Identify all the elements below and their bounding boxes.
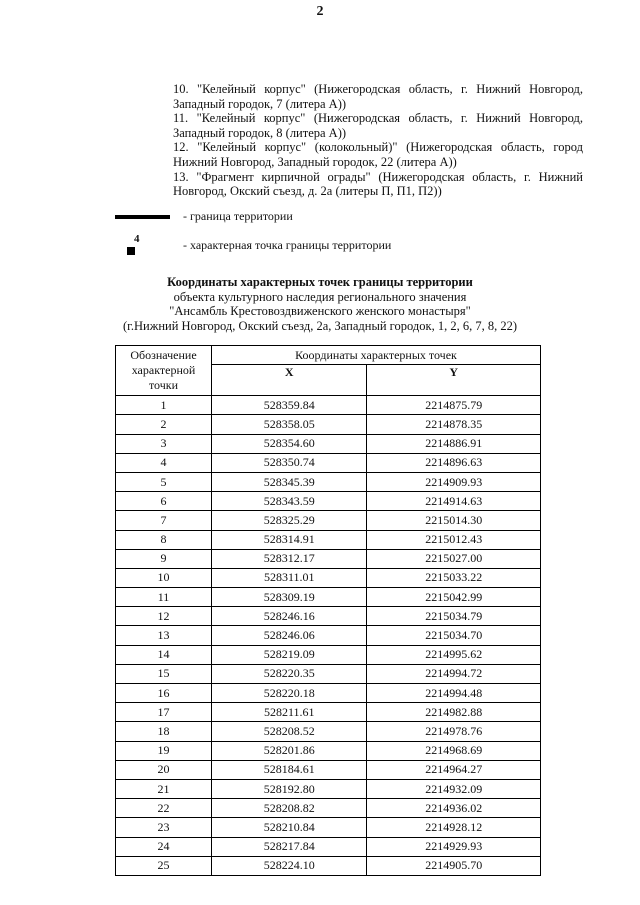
- table-row: [116, 453, 541, 472]
- table-row: [116, 549, 541, 568]
- table-title: [0, 275, 640, 333]
- cell-y: 2214909.93: [367, 472, 541, 491]
- table-row: [116, 588, 541, 607]
- title-line: (г.Нижний Новгород, Окский съезд, 2а, Западный городок, 1, 2, 6, 7, 8, 22): [123, 318, 517, 333]
- cell-x: 528217.84: [212, 837, 367, 856]
- boundary-line-icon: [115, 215, 170, 219]
- cell-x: 528246.06: [212, 626, 367, 645]
- cell-x: 528345.39: [212, 472, 367, 491]
- cell-point: 9: [116, 549, 212, 568]
- cell-y: 2214968.69: [367, 741, 541, 760]
- cell-y: 2214994.72: [367, 664, 541, 683]
- cell-x: 528312.17: [212, 549, 367, 568]
- header-x: X: [212, 365, 367, 396]
- cell-point: 1: [116, 396, 212, 415]
- cell-y: 2215012.43: [367, 530, 541, 549]
- table-row: [116, 760, 541, 779]
- cell-point: 14: [116, 645, 212, 664]
- table-row: [116, 530, 541, 549]
- cell-y: 2215042.99: [367, 588, 541, 607]
- cell-point: 22: [116, 799, 212, 818]
- list-item: 13. "Фрагмент кирпичной ограды" (Нижегородская область, г. Нижний Новгород, Окский съезд, д. 2а (литеры П, П1, П2)): [173, 169, 583, 199]
- table-row: [116, 664, 541, 683]
- cell-x: 528208.82: [212, 799, 367, 818]
- cell-point: 13: [116, 626, 212, 645]
- table-row: [116, 837, 541, 856]
- table-row: [116, 434, 541, 453]
- legend-boundary: - граница территории: [183, 209, 293, 223]
- title-line: Координаты характерных точек границы территории: [167, 275, 473, 289]
- table-row: [116, 684, 541, 703]
- table-row: [116, 472, 541, 491]
- cell-point: 19: [116, 741, 212, 760]
- title-line: "Ансамбль Крестовоздвиженского женского монастыря": [169, 304, 471, 318]
- cell-y: 2215033.22: [367, 568, 541, 587]
- cell-x: 528211.61: [212, 703, 367, 722]
- cell-x: 528184.61: [212, 760, 367, 779]
- table-row: [116, 818, 541, 837]
- cell-x: 528246.16: [212, 607, 367, 626]
- cell-x: 528358.05: [212, 415, 367, 434]
- object-list: [173, 82, 583, 199]
- cell-x: 528201.86: [212, 741, 367, 760]
- table-row: [116, 779, 541, 798]
- cell-y: 2214914.63: [367, 492, 541, 511]
- list-item: 12. "Келейный корпус" (колокольный)" (Нижегородская область, город Нижний Новгород, Западный городок, 22 (литера А)): [173, 140, 583, 169]
- cell-x: 528359.84: [212, 396, 367, 415]
- header-y: Y: [367, 365, 541, 396]
- cell-point: 3: [116, 434, 212, 453]
- legend-point: - характерная точка границы территории: [183, 238, 392, 252]
- cell-point: 20: [116, 760, 212, 779]
- cell-x: 528192.80: [212, 779, 367, 798]
- cell-y: 2214978.76: [367, 722, 541, 741]
- cell-y: 2214936.02: [367, 799, 541, 818]
- table-row: [116, 626, 541, 645]
- cell-point: 11: [116, 588, 212, 607]
- cell-y: 2215027.00: [367, 549, 541, 568]
- table-row: [116, 645, 541, 664]
- cell-y: 2214886.91: [367, 434, 541, 453]
- cell-y: 2214928.12: [367, 818, 541, 837]
- cell-x: 528311.01: [212, 568, 367, 587]
- header-coords: Координаты характерных точек: [212, 346, 541, 365]
- table-row: [116, 607, 541, 626]
- cell-y: 2215034.79: [367, 607, 541, 626]
- cell-y: 2215014.30: [367, 511, 541, 530]
- cell-y: 2214932.09: [367, 779, 541, 798]
- table-row: [116, 415, 541, 434]
- cell-point: 21: [116, 779, 212, 798]
- table-row: [116, 396, 541, 415]
- cell-y: 2214896.63: [367, 453, 541, 472]
- list-item: 10. "Келейный корпус" (Нижегородская область, г. Нижний Новгород, Западный городок, 7 (литера А)): [173, 82, 583, 111]
- title-line: объекта культурного наследия регионального значения: [173, 289, 467, 304]
- cell-point: 2: [116, 415, 212, 434]
- cell-point: 4: [116, 453, 212, 472]
- cell-point: 7: [116, 511, 212, 530]
- cell-point: 10: [116, 568, 212, 587]
- cell-y: 2214875.79: [367, 396, 541, 415]
- cell-point: 23: [116, 818, 212, 837]
- table-row: [116, 741, 541, 760]
- cell-y: 2215034.70: [367, 626, 541, 645]
- cell-x: 528309.19: [212, 588, 367, 607]
- cell-y: 2214929.93: [367, 837, 541, 856]
- cell-point: 6: [116, 492, 212, 511]
- table-row: [116, 856, 541, 875]
- page-number: 2: [316, 4, 324, 19]
- cell-x: 528219.09: [212, 645, 367, 664]
- table-row: [116, 492, 541, 511]
- cell-point: 5: [116, 472, 212, 491]
- cell-point: 18: [116, 722, 212, 741]
- cell-point: 24: [116, 837, 212, 856]
- cell-y: 2214905.70: [367, 856, 541, 875]
- table-row: [116, 568, 541, 587]
- cell-x: 528224.10: [212, 856, 367, 875]
- cell-y: 2214878.35: [367, 415, 541, 434]
- cell-y: 2214964.27: [367, 760, 541, 779]
- cell-point: 17: [116, 703, 212, 722]
- cell-x: 528354.60: [212, 434, 367, 453]
- cell-x: 528314.91: [212, 530, 367, 549]
- cell-point: 25: [116, 856, 212, 875]
- cell-x: 528208.52: [212, 722, 367, 741]
- cell-x: 528350.74: [212, 453, 367, 472]
- cell-point: 15: [116, 664, 212, 683]
- table-row: [116, 511, 541, 530]
- table-row: [116, 722, 541, 741]
- cell-x: 528210.84: [212, 818, 367, 837]
- cell-x: 528220.35: [212, 664, 367, 683]
- cell-point: 8: [116, 530, 212, 549]
- list-item: 11. "Келейный корпус" (Нижегородская область, г. Нижний Новгород, Западный городок, 8 (литера А)): [173, 111, 583, 140]
- cell-x: 528325.29: [212, 511, 367, 530]
- cell-x: 528343.59: [212, 492, 367, 511]
- cell-x: 528220.18: [212, 684, 367, 703]
- table-row: [116, 799, 541, 818]
- cell-point: 12: [116, 607, 212, 626]
- coordinates-table: [115, 345, 541, 876]
- cell-point: 16: [116, 684, 212, 703]
- point-number: 4: [134, 233, 140, 245]
- table-row: [116, 703, 541, 722]
- cell-y: 2214982.88: [367, 703, 541, 722]
- cell-y: 2214994.48: [367, 684, 541, 703]
- cell-y: 2214995.62: [367, 645, 541, 664]
- header-point: Обозначение характерной точки: [116, 346, 212, 396]
